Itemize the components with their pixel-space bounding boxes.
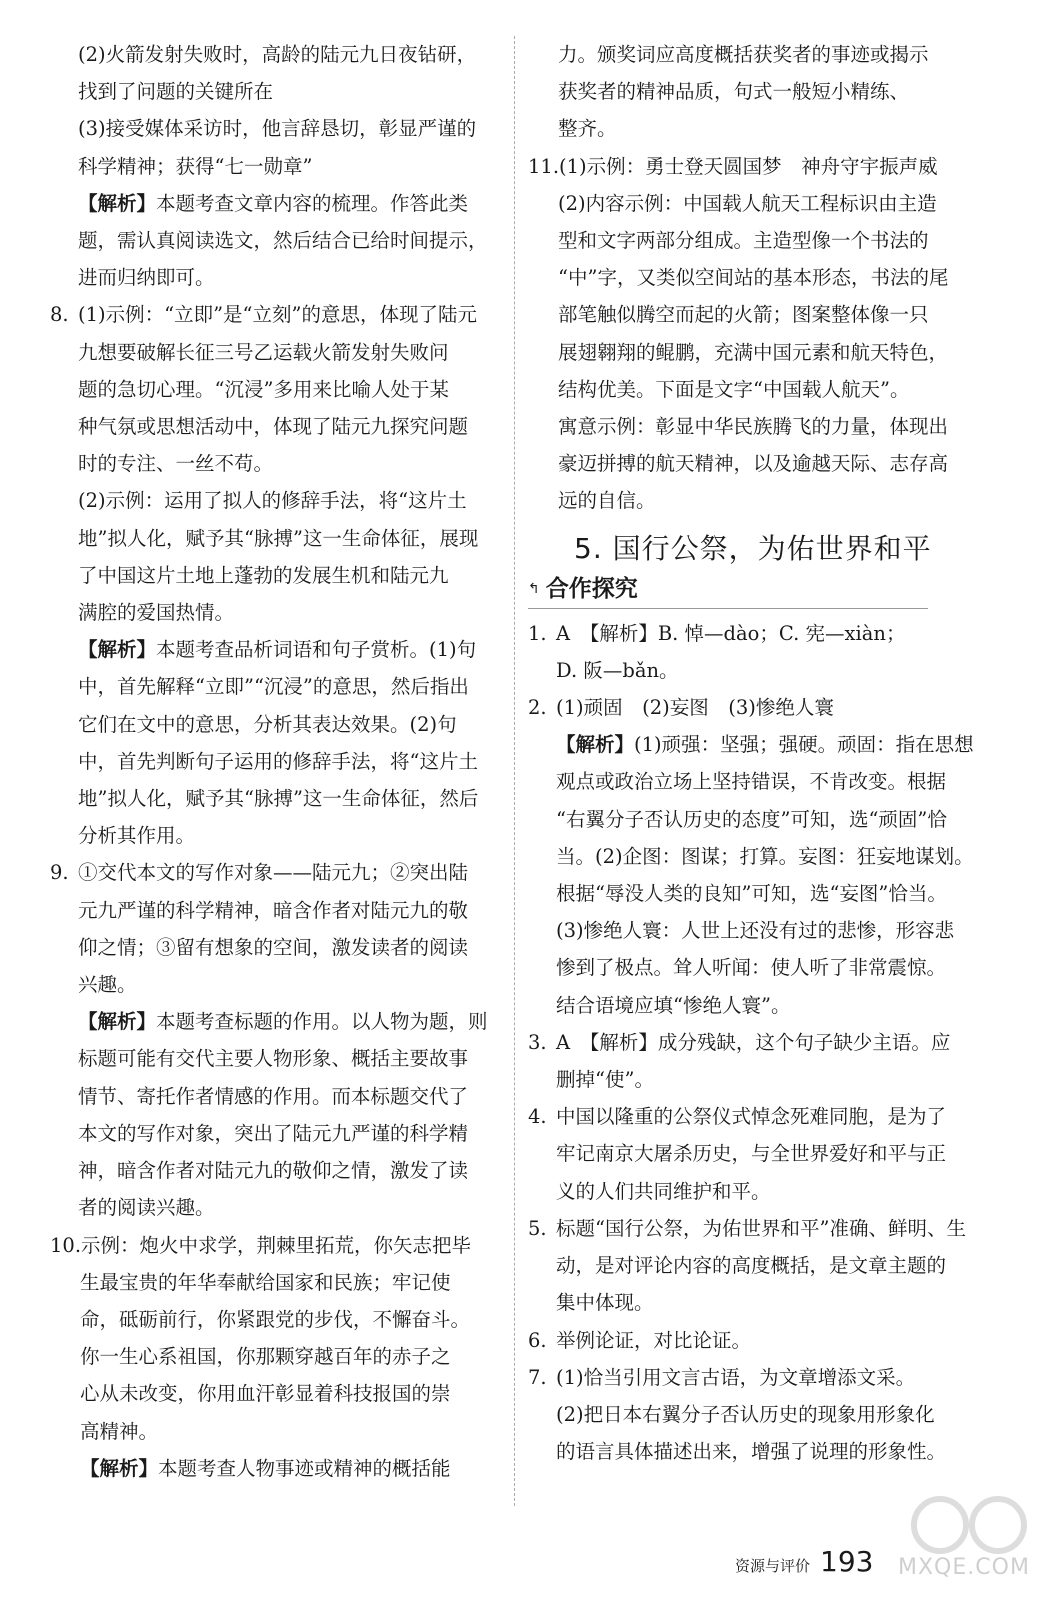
text-line	[528, 801, 980, 838]
line-text: (1)顽强：坚强；强硬。顽固：指在思想	[634, 733, 974, 757]
question-number: 3.	[528, 1030, 547, 1054]
text-line	[50, 1450, 502, 1487]
section-answers	[528, 615, 980, 1471]
line-text: (2)内容示例：中国载人航天工程标识由主造	[558, 191, 937, 215]
line-text: 九想要破解长征三号乙运载火箭发射失败问	[78, 340, 449, 364]
text-line	[528, 763, 980, 800]
answer-continuation	[528, 36, 980, 520]
text-line	[528, 1098, 980, 1135]
text-line	[528, 36, 980, 73]
text-line	[528, 838, 980, 875]
line-text: ①交代本文的写作对象——陆元九；②突出陆	[78, 861, 469, 885]
line-text: 本题考查人物事迹或精神的概括能	[158, 1456, 451, 1480]
question-number: 7.	[528, 1365, 547, 1389]
line-text: (1)示例：“立即”是“立刻”的意思，体现了陆元	[78, 303, 477, 327]
line-text: (1)恰当引用文言古语，为文章增添文采。	[556, 1365, 916, 1389]
line-text: 部笔触似腾空而起的火箭；图案整体像一只	[558, 303, 929, 327]
line-text: “右翼分子否认历史的态度”可知，选“顽固”恰	[556, 807, 947, 831]
question-number: 6.	[528, 1328, 547, 1352]
line-text: 寓意示例：彰显中华民族腾飞的力量，体现出	[558, 415, 949, 439]
text-line	[528, 371, 980, 408]
text-line	[50, 854, 502, 891]
line-text: 豪迈拼搏的航天精神，以及逾越天际、志存高	[558, 452, 949, 476]
line-text: 本题考查文章内容的梳理。作答此类	[156, 191, 469, 215]
text-line	[528, 1135, 980, 1172]
line-text: (2)示例：运用了拟人的修辞手法，将“这片土	[78, 489, 467, 513]
text-line	[50, 817, 502, 854]
text-line	[50, 1301, 502, 1338]
question-number: 1.	[528, 621, 547, 645]
line-text: 中，首先解释“立即”“沉浸”的意思，然后指出	[78, 675, 469, 699]
text-line	[528, 148, 980, 185]
text-line	[50, 929, 502, 966]
line-text: 整齐。	[558, 117, 617, 141]
left-column	[50, 36, 502, 1487]
line-text: 中国以隆重的公祭仪式悼念死难同胞，是为了	[556, 1105, 947, 1129]
text-line	[50, 371, 502, 408]
analysis-tag: 【解析】	[78, 1010, 157, 1034]
text-line	[50, 334, 502, 371]
text-line	[50, 1115, 502, 1152]
line-text: A 【解析】B. 悼—dào；C. 宪—xiàn；	[556, 621, 906, 645]
text-line	[50, 1413, 502, 1450]
line-text: 题的急切心理。“沉浸”多用来比喻人处于某	[78, 377, 449, 401]
text-line	[528, 482, 980, 519]
text-line	[50, 148, 502, 185]
line-text: 中，首先判断句子运用的修辞手法，将“这片土	[78, 749, 478, 773]
question-number: 9.	[50, 861, 69, 885]
footer-label: 资源与评价	[735, 1557, 811, 1575]
text-line	[50, 222, 502, 259]
line-text: 你一生心系祖国，你那颗穿越百年的赤子之	[80, 1345, 451, 1369]
line-text: 兴趣。	[78, 973, 137, 997]
text-line	[50, 1338, 502, 1375]
line-text: 当。(2)企图：图谋；打算。妄图：狂妄地谋划。	[556, 844, 974, 868]
line-text: 义的人们共同维护和平。	[556, 1179, 771, 1203]
text-line	[528, 1433, 980, 1470]
text-line	[528, 185, 980, 222]
line-text: 本文的写作对象，突出了陆元九严谨的科学精	[78, 1121, 469, 1145]
text-line	[528, 1173, 980, 1210]
text-line	[50, 296, 502, 333]
text-line	[50, 557, 502, 594]
text-line	[528, 259, 980, 296]
line-text: D. 阪—bǎn。	[556, 658, 679, 682]
section-title: 5. 国行公祭，为佑世界和平	[574, 531, 932, 565]
text-line	[50, 892, 502, 929]
text-line	[50, 445, 502, 482]
text-line	[50, 1227, 502, 1264]
text-line	[528, 1024, 980, 1061]
text-line	[50, 1003, 502, 1040]
text-line	[50, 1189, 502, 1226]
line-text: 示例：炮火中求学，荆棘里拓荒，你矢志把毕	[81, 1233, 472, 1257]
line-text: 地”拟人化，赋予其“脉搏”这一生命体征，展现	[78, 526, 479, 550]
text-line	[528, 615, 980, 652]
line-text: 它们在文中的意思，分析其表达效果。(2)句	[78, 712, 457, 736]
line-text: 结合语境应填“惨绝人寰”。	[556, 993, 791, 1017]
text-line	[528, 875, 980, 912]
question-number: 2.	[528, 696, 547, 720]
line-text: 本题考查标题的作用。以人物为题，则	[156, 1010, 488, 1034]
text-line	[50, 706, 502, 743]
text-line	[528, 1322, 980, 1359]
text-line	[50, 185, 502, 222]
text-line	[528, 689, 980, 726]
text-line	[50, 110, 502, 147]
line-text: 展翅翱翔的鲲鹏，充满中国元素和航天特色，	[558, 340, 949, 364]
page-number: 193	[820, 1545, 874, 1578]
line-text: 删掉“使”。	[556, 1068, 654, 1092]
line-text: 元九严谨的科学精神，暗含作者对陆元九的敬	[78, 898, 469, 922]
line-text: 本题考查品析词语和句子赏析。(1)句	[156, 638, 477, 662]
question-number: 11.	[528, 154, 560, 178]
text-line	[50, 259, 502, 296]
line-text: A 【解析】成分残缺，这个句子缺少主语。应	[556, 1030, 951, 1054]
text-line	[50, 520, 502, 557]
line-text: 力。颁奖词应高度概括获奖者的事迹或揭示	[558, 43, 929, 66]
text-line	[528, 73, 980, 110]
question-number: 4.	[528, 1105, 547, 1129]
right-column	[528, 36, 980, 1470]
line-text: 观点或政治立场上坚持错误，不肯改变。根据	[556, 770, 947, 794]
text-line	[50, 1264, 502, 1301]
text-line	[50, 631, 502, 668]
text-line	[50, 73, 502, 110]
line-text: 高精神。	[80, 1419, 159, 1443]
line-text: 仰之情；③留有想象的空间，激发读者的阅读	[78, 935, 469, 959]
text-line	[50, 780, 502, 817]
text-line	[528, 1247, 980, 1284]
text-line	[50, 1375, 502, 1412]
line-text: 的语言具体描述出来，增强了说理的形象性。	[556, 1440, 947, 1464]
text-line	[528, 726, 980, 763]
line-text: 动，是对评论内容的高度概括，是文章主题的	[556, 1254, 947, 1278]
text-line	[50, 594, 502, 631]
line-text: 惨到了极点。耸人听闻：使人听了非常震惊。	[556, 956, 947, 980]
text-line	[528, 987, 980, 1024]
line-text: (3)惨绝人寰：人世上还没有过的悲惨，形容悲	[556, 919, 955, 943]
text-line	[528, 912, 980, 949]
line-text: 生最宝贵的年华奉献给国家和民族；牢记使	[80, 1270, 451, 1294]
line-text: 牢记南京大屠杀历史，与全世界爱好和平与正	[556, 1142, 947, 1166]
line-text: (1)示例：勇士登天圆国梦 神舟守宇振声威	[559, 154, 938, 178]
line-text: 远的自信。	[558, 489, 656, 513]
line-text: 分析其作用。	[78, 824, 196, 848]
line-text: 情节、寄托作者情感的作用。而本标题交代了	[78, 1084, 469, 1108]
line-text: 科学精神；获得“七一勋章”	[78, 154, 313, 178]
question-number: 10.	[50, 1233, 82, 1257]
text-line	[50, 966, 502, 1003]
text-line	[50, 408, 502, 445]
line-text: 进而归纳即可。	[78, 266, 215, 290]
line-text: 神，暗含作者对陆元九的敬仰之情，激发了读	[78, 1159, 469, 1183]
line-text: 标题可能有交代主要人物形象、概括主要故事	[78, 1047, 469, 1071]
text-line	[50, 1078, 502, 1115]
text-line	[528, 222, 980, 259]
line-text: 心从未改变，你用血汗彰显着科技报国的崇	[80, 1382, 451, 1406]
analysis-tag: 【解析】	[78, 191, 157, 215]
line-text: 满腔的爱国热情。	[78, 601, 235, 625]
text-line	[528, 1210, 980, 1247]
line-text: (2)把日本右翼分子否认历史的现象用形象化	[556, 1402, 935, 1426]
analysis-tag: 【解析】	[78, 638, 157, 662]
line-text: (3)接受媒体采访时，他言辞恳切，彰显严谨的	[78, 117, 477, 141]
line-text: 型和文字两部分组成。主造型像一个书法的	[558, 229, 929, 253]
line-text: 获奖者的精神品质，句式一般短小精练、	[558, 80, 910, 104]
section-subtitle-bar	[528, 572, 928, 609]
text-line	[528, 445, 980, 482]
text-line	[528, 949, 980, 986]
line-text: 命，砥砺前行，你紧跟党的步伐，不懈奋斗。	[80, 1307, 471, 1331]
page-footer	[735, 1545, 873, 1578]
line-text: 地”拟人化，赋予其“脉搏”这一生命体征，然后	[78, 787, 479, 811]
text-line	[50, 36, 502, 73]
text-line	[50, 743, 502, 780]
line-text: 举例论证，对比论证。	[556, 1328, 752, 1352]
section-subtitle: 合作探究	[545, 576, 638, 603]
line-text: 标题“国行公祭，为佑世界和平”准确、鲜明、生	[556, 1216, 966, 1240]
text-line	[528, 1359, 980, 1396]
text-line	[528, 1061, 980, 1098]
bookmark-arrow-icon: ↰	[528, 581, 540, 598]
line-text: 了中国这片土地上蓬勃的发展生机和陆元九	[78, 563, 449, 587]
line-text: “中”字，又类似空间站的基本形态，书法的尾	[558, 266, 949, 290]
watermark-text: MXQE.COM	[898, 1555, 1030, 1580]
line-text: 者的阅读兴趣。	[78, 1196, 215, 1220]
watermark-logo	[880, 1495, 1040, 1595]
line-text: (1)顽固 (2)妄图 (3)惨绝人寰	[556, 696, 834, 720]
text-line	[50, 1152, 502, 1189]
text-line	[50, 1040, 502, 1077]
text-line	[528, 110, 980, 147]
column-divider	[514, 36, 515, 1506]
line-text: 结构优美。下面是文字“中国载人航天”。	[558, 377, 910, 401]
text-line	[528, 1284, 980, 1321]
line-text: 根据“辱没人类的良知”可知，选“妄图”恰当。	[556, 882, 947, 906]
text-line	[528, 296, 980, 333]
line-text: 种气氛或思想活动中，体现了陆元九探究问题	[78, 415, 469, 439]
line-text: 集中体现。	[556, 1291, 654, 1315]
text-line	[50, 482, 502, 519]
line-text: 时的专注、一丝不苟。	[78, 452, 274, 476]
line-text: 找到了问题的关键所在	[78, 80, 274, 104]
line-text: 题，需认真阅读选文，然后结合已给时间提示，	[78, 229, 488, 253]
analysis-tag: 【解析】	[556, 733, 635, 757]
line-text: (2)火箭发射失败时，高龄的陆元九日夜钻研，	[78, 43, 477, 66]
text-line	[528, 652, 980, 689]
text-line	[528, 408, 980, 445]
text-line	[50, 668, 502, 705]
question-number: 8.	[50, 303, 69, 327]
section-header	[528, 526, 980, 609]
analysis-tag: 【解析】	[80, 1456, 159, 1480]
text-line	[528, 334, 980, 371]
question-number: 5.	[528, 1216, 547, 1240]
text-line	[528, 1396, 980, 1433]
